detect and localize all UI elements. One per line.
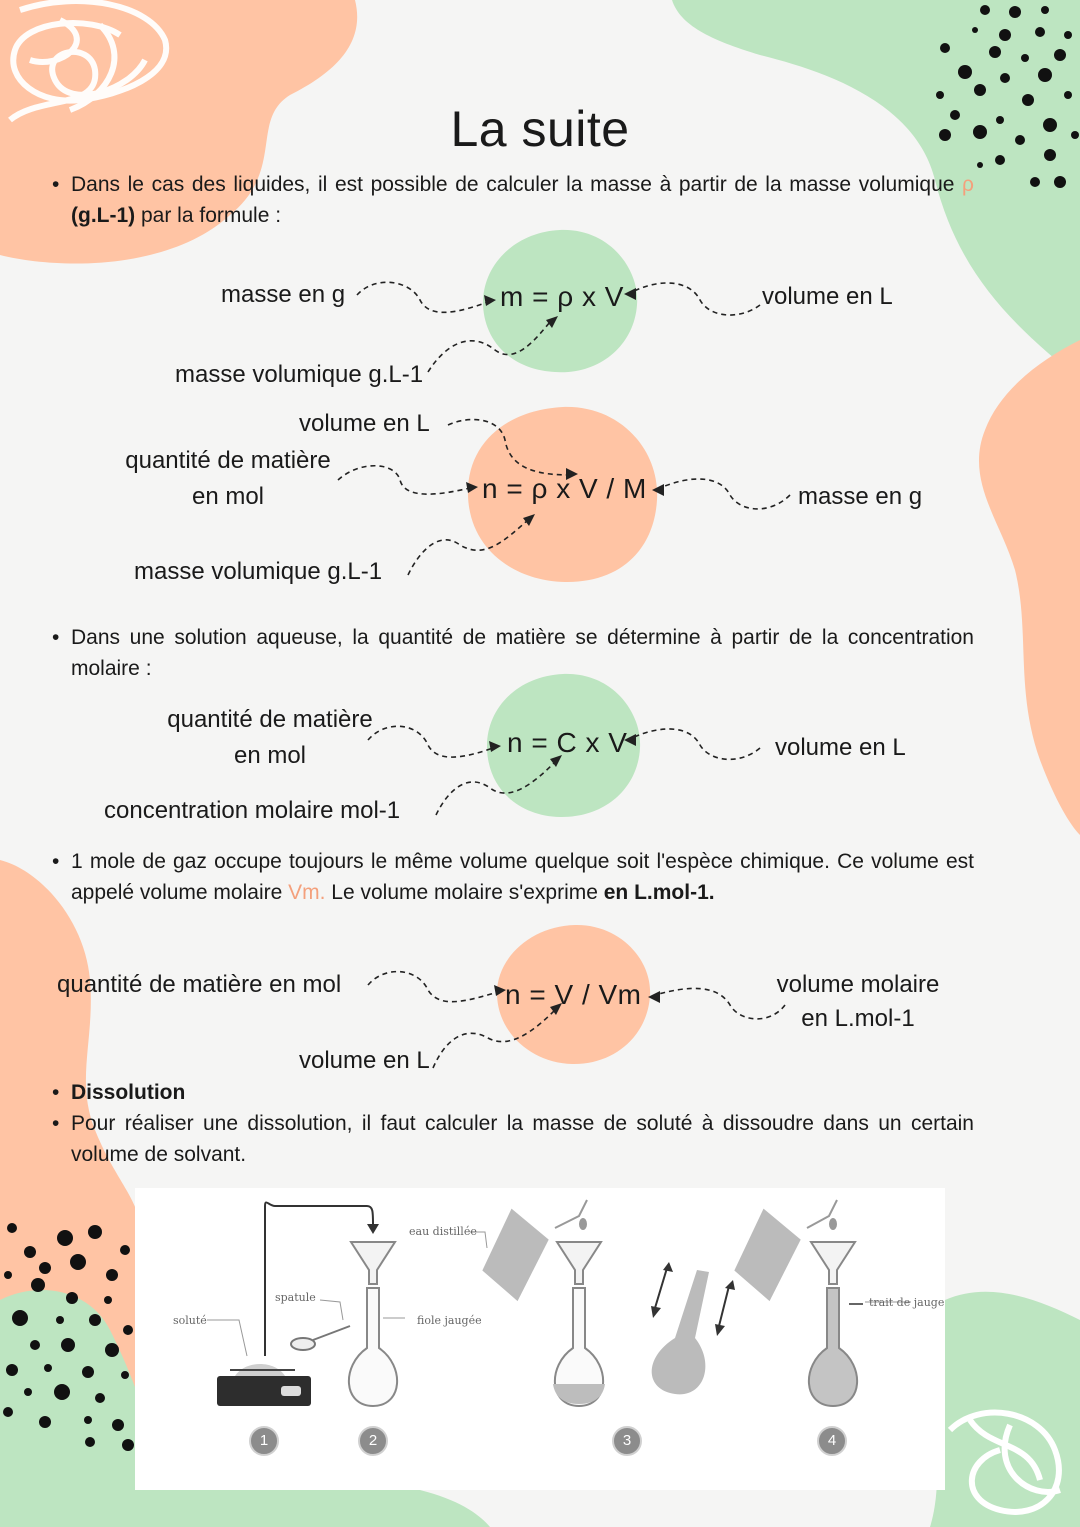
shake-flask-illustration xyxy=(651,1262,735,1394)
unit-bold: (g.L-1) xyxy=(71,204,136,227)
label-masse-g: masse en g xyxy=(798,483,923,510)
label-concentration: concentration molaire mol-1 xyxy=(104,797,401,824)
dissolution-figure xyxy=(135,1188,945,1490)
formula-mass: m = ρ x V xyxy=(500,281,624,312)
peach-blob-right xyxy=(979,340,1080,835)
bullet: • xyxy=(52,850,60,873)
flask-2-illustration xyxy=(349,1242,397,1406)
label-quantite-matiere: quantité de matière en mol xyxy=(167,706,373,769)
vm-symbol: Vm. xyxy=(288,881,326,904)
paragraph-text-mid: Le volume molaire s'exprime xyxy=(325,881,604,904)
label-volume-L: volume en L xyxy=(299,410,430,437)
rho-symbol: ρ xyxy=(962,173,974,196)
step-number-2: 2 xyxy=(358,1426,388,1456)
formula-concentration: n = C x V xyxy=(507,727,628,758)
paragraph-text: Pour réaliser une dissolution, il faut calculer la masse de soluté à dissoudre dans un certain volume de solvant. xyxy=(71,1112,974,1166)
step-number-1: 1 xyxy=(249,1426,279,1456)
section-heading: Dissolution xyxy=(71,1081,186,1104)
label-fiole-jaugee: fiole jaugée xyxy=(417,1314,482,1327)
label-volume-L: volume en L xyxy=(299,1047,430,1074)
paragraph-text: 1 mole de gaz occupe toujours le même volume quelque soit l'espèce chimique. Ce volume est appelé volume molaire xyxy=(71,850,974,904)
paragraph-dissolution xyxy=(52,1108,974,1170)
paragraph-gas xyxy=(52,846,974,908)
label-eau-distillee: eau distillée xyxy=(409,1225,477,1238)
bullet: • xyxy=(52,1081,60,1104)
label-volume-L: volume en L xyxy=(762,283,893,310)
paragraph-solution xyxy=(52,622,974,684)
spatula-illustration xyxy=(291,1326,350,1350)
label-spatule: spatule xyxy=(275,1291,316,1304)
label-quantite-matiere: quantité de matière en mol xyxy=(125,447,331,510)
paragraph-liquids xyxy=(52,169,974,231)
label-volume-molaire: volume molaire en L.mol-1 xyxy=(776,971,940,1032)
bullet: • xyxy=(52,173,60,196)
flask-3-illustration xyxy=(553,1242,605,1406)
label-volume-L: volume en L xyxy=(775,734,906,761)
label-masse-volumique: masse volumique g.L-1 xyxy=(175,361,424,388)
label-masse-g: masse en g xyxy=(221,281,346,308)
paragraph-text: Dans une solution aqueuse, la quantité de matière se détermine à partir de la concentration molaire : xyxy=(71,626,974,680)
paragraph-text-end: par la formule : xyxy=(135,204,282,227)
section-dissolution xyxy=(52,1077,974,1108)
formula-quantity-from-density: n = ρ x V / M xyxy=(482,473,647,504)
unit-bold: en L.mol-1. xyxy=(603,881,715,904)
paragraph-text: Dans le cas des liquides, il est possible de calculer la masse à partir de la masse volumique xyxy=(71,173,963,196)
step-number-4: 4 xyxy=(817,1426,847,1456)
label-masse-volumique: masse volumique g.L-1 xyxy=(134,558,383,585)
formula-molar-volume: n = V / Vm xyxy=(505,979,642,1010)
bullet: • xyxy=(52,1112,60,1135)
step-number-3: 3 xyxy=(612,1426,642,1456)
bullet: • xyxy=(52,626,60,649)
label-quantite-matiere: quantité de matière en mol xyxy=(57,971,342,998)
page-title: La suite xyxy=(450,101,630,157)
label-trait-de-jauge: trait de jauge xyxy=(869,1296,945,1309)
flask-4-illustration xyxy=(809,1242,863,1406)
label-solute: soluté xyxy=(173,1314,207,1327)
